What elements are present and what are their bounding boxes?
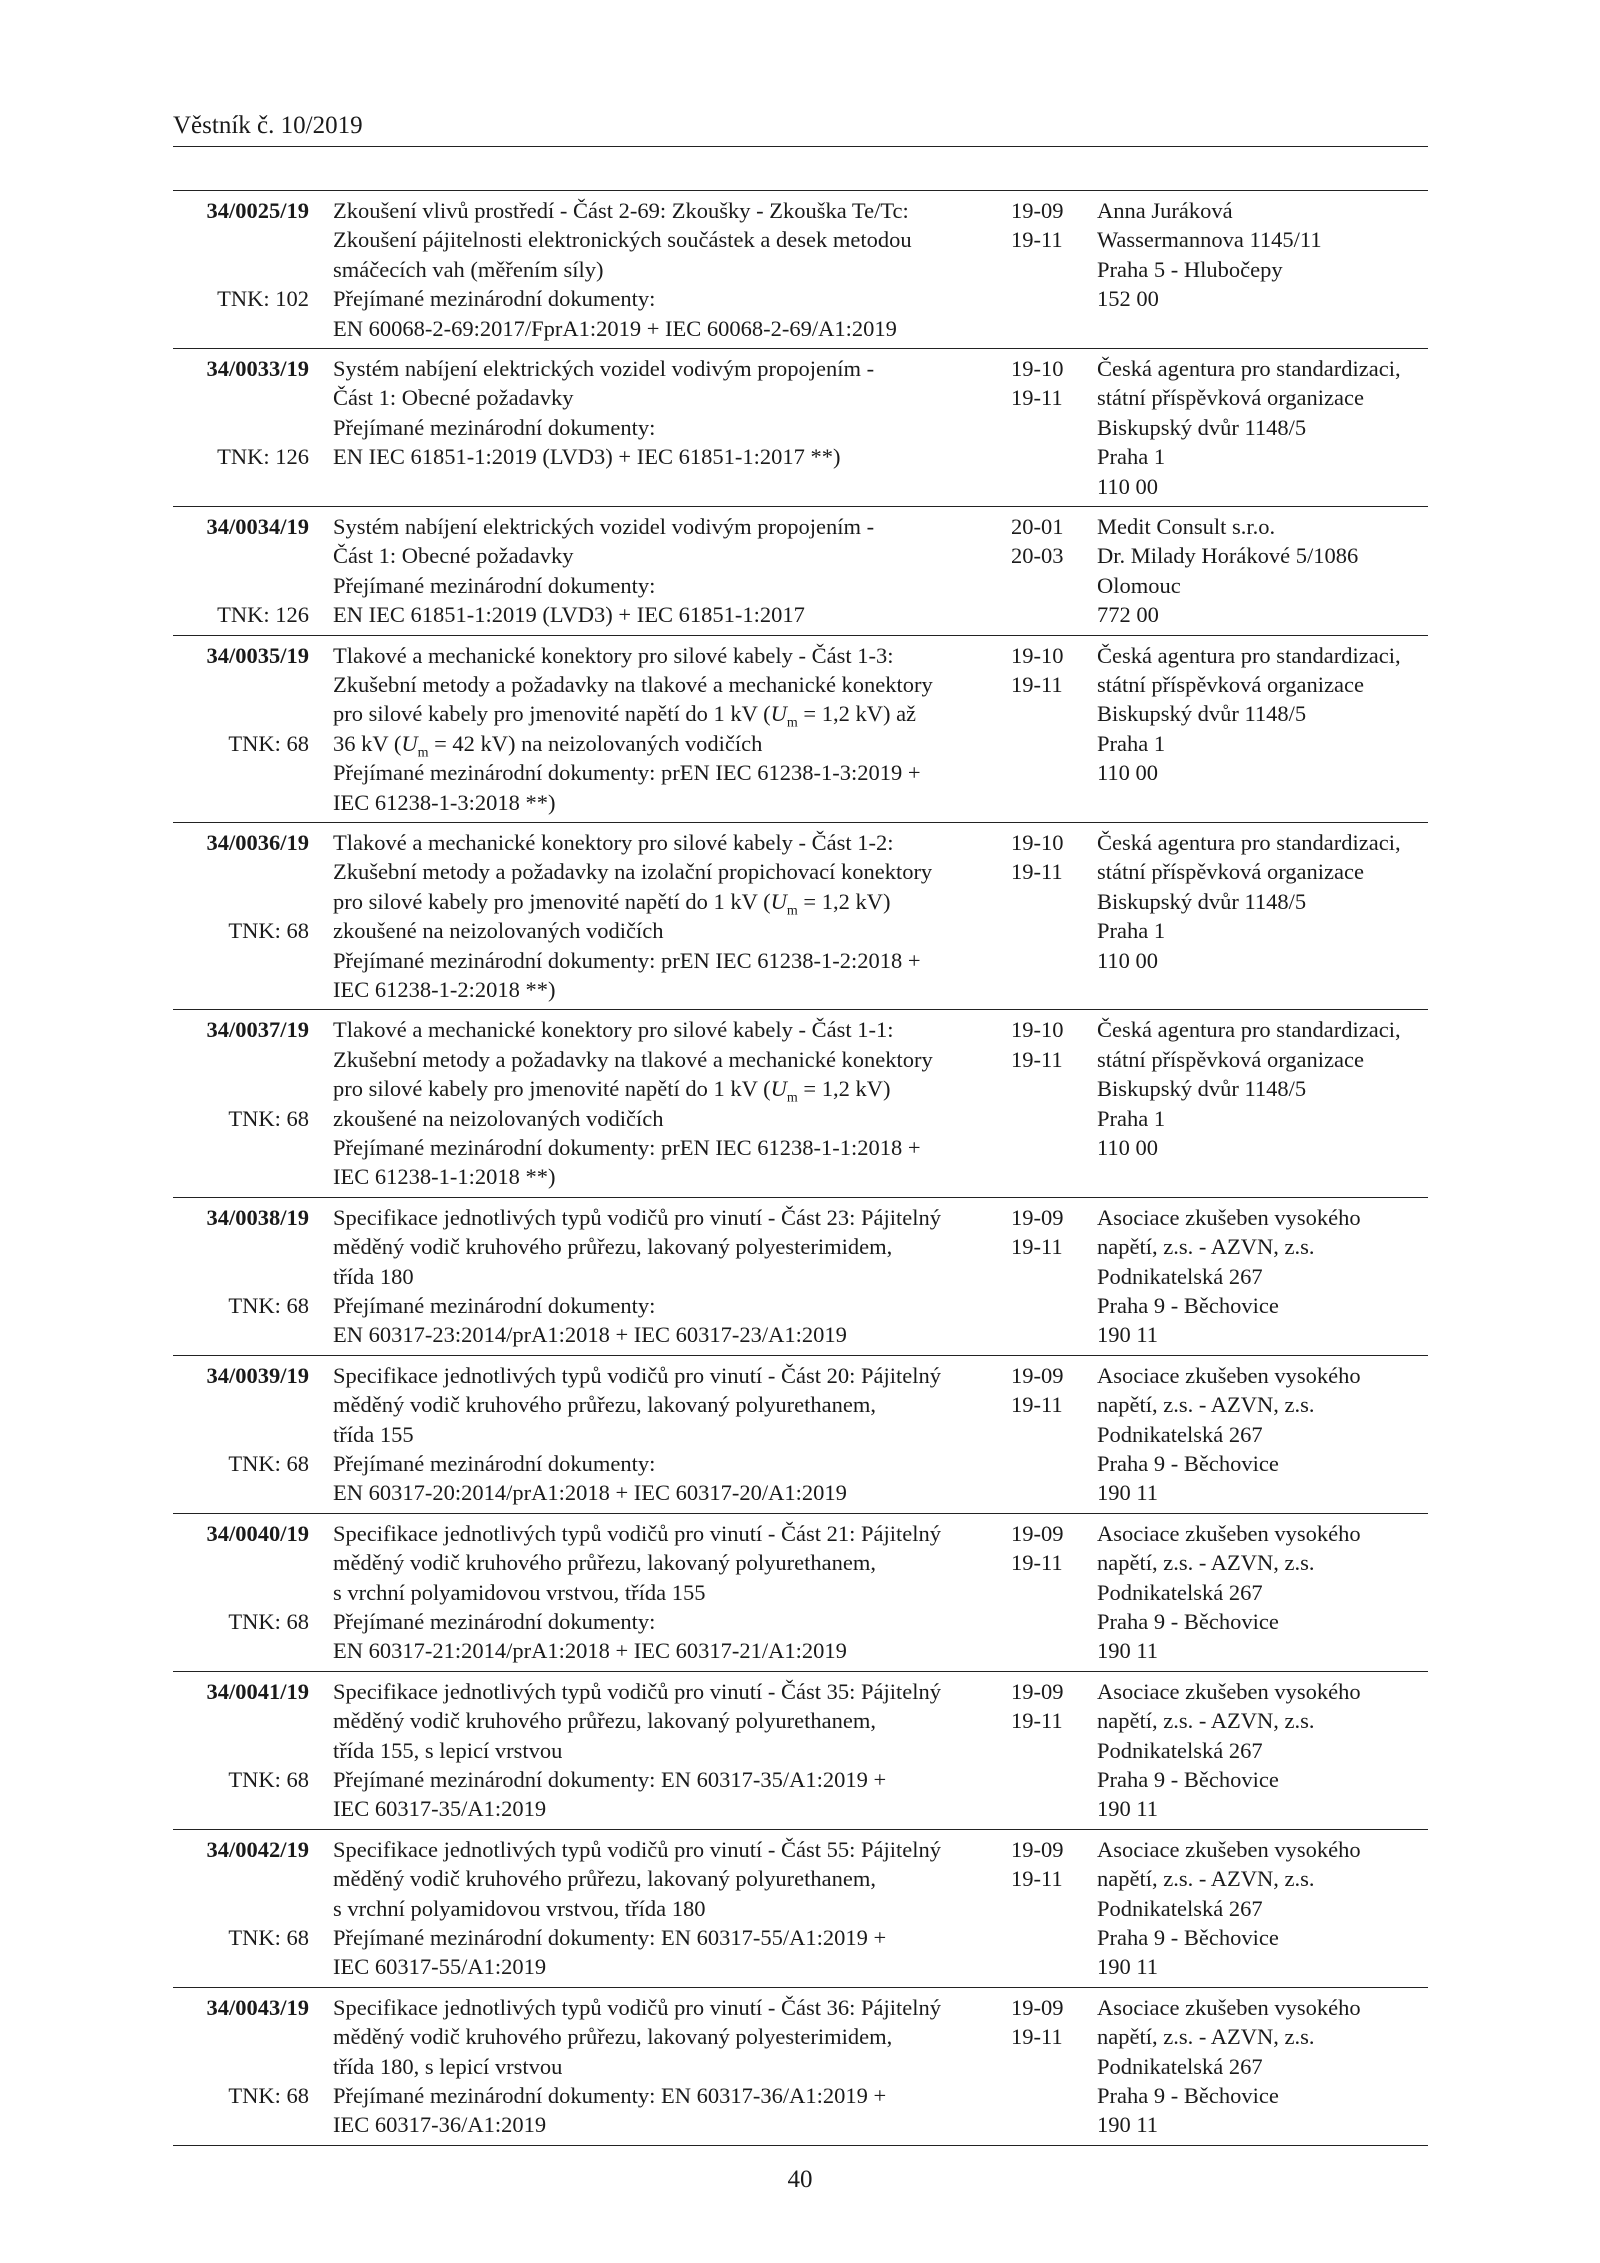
tnk-label: TNK: 68	[228, 730, 309, 756]
date-value: 19-09	[1011, 1678, 1064, 1704]
title-line: Tlakové a mechanické konektory pro silové kabely - Část 1-2:	[333, 829, 894, 855]
title-line: Specifikace jednotlivých typů vodičů pro vinutí - Část 20: Pájitelný	[333, 1362, 942, 1388]
title-line: měděný vodič kruhového průřezu, lakovaný polyurethanem,	[333, 1392, 876, 1418]
title-line: třída 155	[333, 1421, 414, 1447]
standard-number: 34/0035/19	[206, 642, 309, 668]
title-line: měděný vodič kruhového průřezu, lakovaný polyesterimidem,	[333, 2024, 893, 2050]
date-value: 19-11	[1011, 1866, 1063, 1892]
title-line: Systém nabíjení elektrických vozidel vodivým propojením -	[333, 356, 875, 381]
address-line: napětí, z.s. - AZVN, z.s.	[1097, 1234, 1315, 1260]
standard-title	[333, 354, 993, 472]
date-value: 19-09	[1011, 1836, 1064, 1862]
address-line: Praha 9 - Běchovice	[1097, 2082, 1279, 2108]
date-value: 19-10	[1011, 1017, 1064, 1043]
title-line: Přejímané mezinárodní dokumenty: EN 60317-35/A1:2019 +	[333, 1766, 887, 1792]
table-row	[173, 507, 1428, 636]
tnk-label: TNK: 68	[228, 1924, 309, 1950]
table-row	[173, 1010, 1428, 1197]
date-value: 19-11	[1011, 2024, 1063, 2050]
row-identifier	[173, 1519, 309, 1637]
dates	[1011, 196, 1081, 255]
standard-title	[333, 196, 993, 343]
table-row	[173, 636, 1428, 823]
standard-number: 34/0043/19	[206, 1994, 309, 2020]
address-line: Dr. Milady Horákové 5/1086	[1097, 543, 1359, 569]
processor-address	[1097, 1835, 1432, 1982]
address-line: Biskupský dvůr 1148/5	[1097, 1076, 1307, 1102]
address-line: Medit Consult s.r.o.	[1097, 514, 1276, 539]
title-line: Přejímané mezinárodní dokumenty:	[333, 1608, 656, 1634]
title-line: Přejímané mezinárodní dokumenty:	[333, 414, 656, 440]
date-value: 19-11	[1011, 672, 1063, 697]
date-value: 19-09	[1011, 1520, 1064, 1546]
title-line: Specifikace jednotlivých typů vodičů pro vinutí - Část 21: Pájitelný	[333, 1520, 942, 1546]
tnk-label: TNK: 68	[228, 1450, 309, 1476]
row-identifier	[173, 1015, 309, 1133]
address-line: Asociace zkušeben vysokého	[1097, 1204, 1361, 1230]
dates	[1011, 1203, 1081, 1262]
address-line: 110 00	[1097, 1135, 1159, 1160]
date-value: 19-11	[1011, 1046, 1063, 1072]
processor-address	[1097, 354, 1432, 501]
address-line: Asociace zkušeben vysokého	[1097, 1678, 1361, 1704]
date-value: 19-11	[1011, 1550, 1063, 1576]
address-line: Podnikatelská 267	[1097, 1579, 1263, 1605]
standards-table	[173, 190, 1428, 2146]
title-line: Přejímané mezinárodní dokumenty: EN 60317-36/A1:2019 +	[333, 2082, 887, 2108]
address-line: Podnikatelská 267	[1097, 1895, 1263, 1921]
title-line: Zkušební metody a požadavky na tlakové a mechanické konektory	[333, 672, 933, 697]
standard-number: 34/0042/19	[206, 1836, 309, 1862]
title-line: třída 180, s lepicí vrstvou	[333, 2053, 563, 2079]
title-line: Přejímané mezinárodní dokumenty: EN 60317-55/A1:2019 +	[333, 1924, 887, 1950]
row-identifier	[173, 641, 309, 759]
date-value: 19-09	[1011, 198, 1064, 223]
row-identifier	[173, 512, 309, 630]
row-identifier	[173, 354, 309, 472]
address-line: Česká agentura pro standardizaci,	[1097, 356, 1401, 381]
title-line: pro silové kabely pro jmenovité napětí do 1 kV ($U_m = 1,2$ kV)	[333, 888, 891, 919]
row-identifier	[173, 1677, 309, 1795]
title-line: EN IEC 61851-1:2019 (LVD3) + IEC 61851-1:2017	[333, 602, 805, 628]
address-line: státní příspěvková organizace	[1097, 385, 1364, 411]
title-line: Tlakové a mechanické konektory pro silové kabely - Část 1-1:	[333, 1017, 894, 1043]
processor-address	[1097, 196, 1432, 314]
date-value: 20-03	[1011, 543, 1064, 569]
title-line: Zkušební metody a požadavky na tlakové a mechanické konektory	[333, 1046, 933, 1072]
standard-number: 34/0041/19	[206, 1678, 309, 1704]
title-line: Specifikace jednotlivých typů vodičů pro vinutí - Část 55: Pájitelný	[333, 1836, 942, 1862]
processor-address	[1097, 1519, 1432, 1666]
date-value: 19-10	[1011, 829, 1064, 855]
title-line: IEC 60317-35/A1:2019	[333, 1796, 547, 1822]
address-line: napětí, z.s. - AZVN, z.s.	[1097, 2024, 1315, 2050]
address-line: Praha 1	[1097, 918, 1166, 944]
address-line: Praha 9 - Běchovice	[1097, 1450, 1279, 1476]
address-line: 190 11	[1097, 1322, 1159, 1348]
title-line: Přejímané mezinárodní dokumenty:	[333, 286, 656, 312]
title-line: 36 kV ($U_m = 42$ kV) na neizolovaných vodičích	[333, 730, 763, 761]
table-row	[173, 1988, 1428, 2146]
dates	[1011, 1677, 1081, 1736]
title-line: IEC 61238-1-2:2018 **)	[333, 977, 556, 1003]
dates	[1011, 828, 1081, 887]
date-value: 19-09	[1011, 1204, 1064, 1230]
processor-address	[1097, 641, 1432, 788]
address-line: státní příspěvková organizace	[1097, 672, 1364, 697]
address-line: Praha 9 - Běchovice	[1097, 1292, 1279, 1318]
title-line: Zkoušení pájitelnosti elektronických součástek a desek metodou	[333, 227, 912, 253]
title-line: EN 60317-20:2014/prA1:2018 + IEC 60317-20/A1:2019	[333, 1480, 847, 1506]
table-row	[173, 1672, 1428, 1830]
title-line: pro silové kabely pro jmenovité napětí do 1 kV ($U_m = 1,2$ kV) až	[333, 701, 917, 731]
dates	[1011, 1519, 1081, 1578]
tnk-label: TNK: 68	[228, 1292, 309, 1318]
processor-address	[1097, 1203, 1432, 1350]
title-line: měděný vodič kruhového průřezu, lakovaný polyesterimidem,	[333, 1234, 893, 1260]
title-line: EN 60317-23:2014/prA1:2018 + IEC 60317-23/A1:2019	[333, 1322, 847, 1348]
title-line: měděný vodič kruhového průřezu, lakovaný polyurethanem,	[333, 1550, 876, 1576]
title-line: EN IEC 61851-1:2019 (LVD3) + IEC 61851-1:2017 **)	[333, 444, 841, 470]
title-line: třída 180	[333, 1263, 414, 1289]
standard-title	[333, 1993, 993, 2140]
title-line: Zkoušení vlivů prostředí - Část 2-69: Zkoušky - Zkouška Te/Tc:	[333, 198, 909, 223]
table-row	[173, 1830, 1428, 1988]
row-identifier	[173, 1835, 309, 1953]
title-line: Specifikace jednotlivých typů vodičů pro vinutí - Část 23: Pájitelný	[333, 1204, 942, 1230]
standard-number: 34/0037/19	[206, 1017, 309, 1043]
tnk-label: TNK: 68	[228, 1608, 309, 1634]
dates	[1011, 1361, 1081, 1420]
title-line: s vrchní polyamidovou vrstvou, třída 155	[333, 1579, 706, 1605]
address-line: státní příspěvková organizace	[1097, 859, 1364, 885]
tnk-label: TNK: 126	[217, 444, 309, 470]
processor-address	[1097, 512, 1432, 630]
table-row	[173, 1356, 1428, 1514]
tnk-label: TNK: 68	[228, 1105, 309, 1131]
page-header	[173, 111, 1428, 147]
address-line: Asociace zkušeben vysokého	[1097, 1994, 1361, 2020]
date-value: 19-11	[1011, 1234, 1063, 1260]
title-line: IEC 60317-55/A1:2019	[333, 1954, 547, 1980]
date-value: 19-11	[1011, 227, 1063, 253]
dates	[1011, 354, 1081, 413]
address-line: Podnikatelská 267	[1097, 1263, 1263, 1289]
title-line: Specifikace jednotlivých typů vodičů pro vinutí - Část 36: Pájitelný	[333, 1994, 942, 2020]
title-line: Část 1: Obecné požadavky	[333, 385, 574, 411]
title-line: Přejímané mezinárodní dokumenty:	[333, 1292, 656, 1318]
date-value: 19-10	[1011, 642, 1064, 668]
title-line: pro silové kabely pro jmenovité napětí do 1 kV ($U_m = 1,2$ kV)	[333, 1076, 891, 1106]
row-identifier	[173, 1203, 309, 1321]
address-line: Biskupský dvůr 1148/5	[1097, 888, 1307, 914]
standard-title	[333, 828, 993, 1004]
table-row	[173, 823, 1428, 1010]
address-line: Asociace zkušeben vysokého	[1097, 1836, 1361, 1862]
table-row	[173, 1514, 1428, 1672]
date-value: 19-09	[1011, 1362, 1064, 1388]
date-value: 19-10	[1011, 356, 1064, 381]
address-line: Anna Juráková	[1097, 198, 1233, 223]
processor-address	[1097, 828, 1432, 975]
address-line: Podnikatelská 267	[1097, 1737, 1263, 1763]
title-line: IEC 60317-36/A1:2019	[333, 2112, 547, 2138]
address-line: Olomouc	[1097, 572, 1181, 598]
address-line: Česká agentura pro standardizaci,	[1097, 829, 1401, 855]
address-line: Praha 9 - Běchovice	[1097, 1608, 1279, 1634]
standard-title	[333, 1203, 993, 1350]
title-line: měděný vodič kruhového průřezu, lakovaný polyurethanem,	[333, 1866, 876, 1892]
date-value: 19-11	[1011, 385, 1063, 411]
address-line: 110 00	[1097, 947, 1159, 973]
address-line: Podnikatelská 267	[1097, 1421, 1263, 1447]
standard-number: 34/0038/19	[206, 1204, 309, 1230]
standard-title	[333, 1519, 993, 1666]
title-line: zkoušené na neizolovaných vodičích	[333, 918, 664, 944]
tnk-label: TNK: 68	[228, 2082, 309, 2108]
page-number: 40	[787, 2166, 813, 2193]
title-line: EN 60068-2-69:2017/FprA1:2019 + IEC 60068-2-69/A1:2019	[333, 315, 897, 341]
address-line: napětí, z.s. - AZVN, z.s.	[1097, 1550, 1315, 1576]
table-row	[173, 1198, 1428, 1356]
title-line: Zkušební metody a požadavky na izolační propichovací konektory	[333, 859, 933, 885]
standard-number: 34/0039/19	[206, 1362, 309, 1388]
title-line: Tlakové a mechanické konektory pro silové kabely - Část 1-3:	[333, 642, 894, 668]
tnk-label: TNK: 68	[228, 918, 309, 944]
row-identifier	[173, 1993, 309, 2111]
row-identifier	[173, 1361, 309, 1479]
journal-title: Věstník č. 10/2019	[173, 112, 363, 139]
tnk-label: TNK: 102	[217, 286, 309, 312]
title-line: Přejímané mezinárodní dokumenty: prEN IEC 61238-1-3:2019 +	[333, 760, 921, 786]
date-value: 20-01	[1011, 514, 1064, 539]
table-row	[173, 349, 1428, 507]
address-line: Biskupský dvůr 1148/5	[1097, 701, 1307, 727]
standard-title	[333, 512, 993, 630]
address-line: 190 11	[1097, 1638, 1159, 1664]
dates	[1011, 1835, 1081, 1894]
address-line: 190 11	[1097, 1480, 1159, 1506]
address-line: Asociace zkušeben vysokého	[1097, 1520, 1361, 1546]
standard-number: 34/0025/19	[206, 198, 309, 223]
dates	[1011, 641, 1081, 700]
address-line: napětí, z.s. - AZVN, z.s.	[1097, 1392, 1315, 1418]
title-line: Část 1: Obecné požadavky	[333, 543, 574, 569]
address-line: Praha 9 - Běchovice	[1097, 1766, 1279, 1792]
title-line: Systém nabíjení elektrických vozidel vodivým propojením -	[333, 514, 875, 539]
address-line: Praha 5 - Hlubočepy	[1097, 256, 1283, 282]
date-value: 19-11	[1011, 859, 1063, 885]
date-value: 19-11	[1011, 1708, 1063, 1734]
title-line: Přejímané mezinárodní dokumenty:	[333, 1450, 656, 1476]
title-line: zkoušené na neizolovaných vodičích	[333, 1105, 664, 1131]
address-line: napětí, z.s. - AZVN, z.s.	[1097, 1866, 1315, 1892]
standard-title	[333, 641, 993, 817]
address-line: 152 00	[1097, 286, 1159, 312]
title-line: Přejímané mezinárodní dokumenty: prEN IEC 61238-1-1:2018 +	[333, 1135, 921, 1160]
address-line: 110 00	[1097, 760, 1159, 786]
dates	[1011, 1015, 1081, 1074]
address-line: Praha 1	[1097, 1105, 1166, 1131]
processor-address	[1097, 1993, 1432, 2140]
title-line: s vrchní polyamidovou vrstvou, třída 180	[333, 1895, 706, 1921]
processor-address	[1097, 1361, 1432, 1508]
tnk-label: TNK: 126	[217, 602, 309, 628]
address-line: Podnikatelská 267	[1097, 2053, 1263, 2079]
title-line: Specifikace jednotlivých typů vodičů pro vinutí - Část 35: Pájitelný	[333, 1678, 942, 1704]
date-value: 19-09	[1011, 1994, 1064, 2020]
title-line: IEC 61238-1-1:2018 **)	[333, 1164, 556, 1190]
address-line: 772 00	[1097, 602, 1159, 628]
standard-number: 34/0036/19	[206, 829, 309, 855]
title-line: IEC 61238-1-3:2018 **)	[333, 789, 556, 815]
address-line: 190 11	[1097, 1796, 1159, 1822]
title-line: třída 155, s lepicí vrstvou	[333, 1737, 563, 1763]
processor-address	[1097, 1677, 1432, 1824]
dates	[1011, 512, 1081, 571]
row-identifier	[173, 828, 309, 946]
standard-title	[333, 1015, 993, 1191]
address-line: 110 00	[1097, 473, 1159, 499]
title-line: Přejímané mezinárodní dokumenty:	[333, 572, 656, 598]
title-line: EN 60317-21:2014/prA1:2018 + IEC 60317-21/A1:2019	[333, 1638, 847, 1664]
row-identifier	[173, 196, 309, 314]
standard-number: 34/0033/19	[206, 356, 309, 381]
standard-title	[333, 1835, 993, 1982]
address-line: Wassermannova 1145/11	[1097, 227, 1322, 253]
address-line: Biskupský dvůr 1148/5	[1097, 414, 1307, 440]
address-line: Praha 1	[1097, 730, 1166, 756]
processor-address	[1097, 1015, 1432, 1162]
dates	[1011, 1993, 1081, 2052]
address-line: napětí, z.s. - AZVN, z.s.	[1097, 1708, 1315, 1734]
tnk-label: TNK: 68	[228, 1766, 309, 1792]
address-line: Asociace zkušeben vysokého	[1097, 1362, 1361, 1388]
standard-number: 34/0040/19	[206, 1520, 309, 1546]
address-line: 190 11	[1097, 2112, 1159, 2138]
address-line: 190 11	[1097, 1954, 1159, 1980]
address-line: Česká agentura pro standardizaci,	[1097, 642, 1401, 668]
table-row	[173, 191, 1428, 349]
title-line: Přejímané mezinárodní dokumenty: prEN IEC 61238-1-2:2018 +	[333, 947, 921, 973]
address-line: Praha 1	[1097, 444, 1166, 470]
title-line: smáčecích vah (měřením síly)	[333, 256, 604, 282]
standard-title	[333, 1677, 993, 1824]
date-value: 19-11	[1011, 1392, 1063, 1418]
standard-title	[333, 1361, 993, 1508]
standard-number: 34/0034/19	[206, 514, 309, 539]
address-line: Praha 9 - Běchovice	[1097, 1924, 1279, 1950]
title-line: měděný vodič kruhového průřezu, lakovaný polyurethanem,	[333, 1708, 876, 1734]
address-line: státní příspěvková organizace	[1097, 1046, 1364, 1072]
address-line: Česká agentura pro standardizaci,	[1097, 1017, 1401, 1043]
